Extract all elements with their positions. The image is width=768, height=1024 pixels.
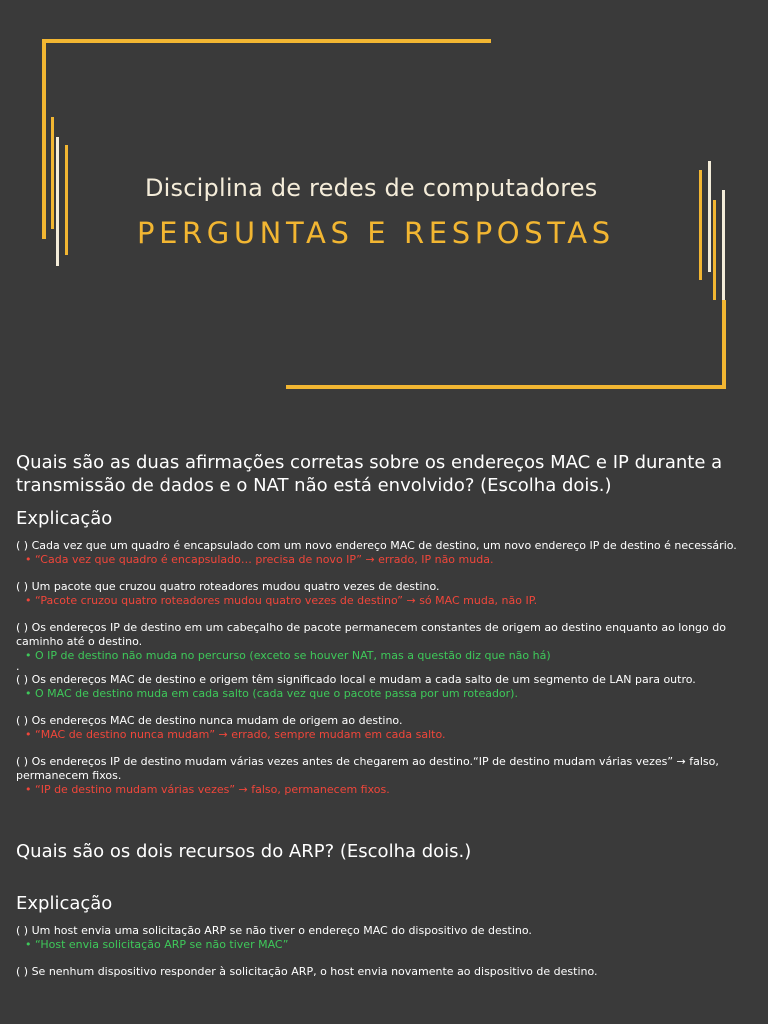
frame-right-accent-3 bbox=[713, 200, 716, 300]
separator-dot: . bbox=[16, 660, 20, 673]
frame-right-accent-2 bbox=[708, 161, 711, 272]
list-item: ( ) Os endereços IP de destino mudam várias vezes antes de chegarem ao destino.“IP de destino mudam várias vezes” → falso, permanecem fixos. bbox=[16, 755, 719, 782]
content bbox=[16, 451, 756, 979]
item-note: • O IP de destino não muda no percurso (exceto se houver NAT, mas a questão diz que não há) bbox=[25, 649, 551, 662]
frame-top-line bbox=[43, 39, 491, 43]
frame-right-accent-4 bbox=[722, 190, 725, 305]
explanation-heading-2: Explicação bbox=[16, 893, 113, 914]
header-subtitle: Disciplina de redes de computadores bbox=[145, 174, 598, 202]
list-item: ( ) Um pacote que cruzou quatro roteadores mudou quatro vezes de destino. bbox=[16, 580, 440, 593]
frame-right-line bbox=[722, 300, 726, 389]
frame-left-accent-3 bbox=[65, 145, 68, 255]
frame-left-line bbox=[42, 39, 46, 239]
explanation-heading-1: Explicação bbox=[16, 508, 113, 529]
question-2: Quais são os dois recursos do ARP? (Escolha dois.) bbox=[16, 841, 472, 862]
frame-left-accent-1 bbox=[51, 117, 54, 229]
list-item: ( ) Os endereços MAC de destino e origem têm significado local e mudam a cada salto de um segmento de LAN para outro. bbox=[16, 673, 696, 686]
item-note: • O MAC de destino muda em cada salto (cada vez que o pacote passa por um roteador). bbox=[25, 687, 518, 700]
question-1: Quais são as duas afirmações corretas sobre os endereços MAC e IP durante a transmissão de dados e o NAT não está envolvido? (Escolha dois.) bbox=[16, 452, 723, 496]
list-item: ( ) Se nenhum dispositivo responder à solicitação ARP, o host envia novamente ao dispositivo de destino. bbox=[16, 965, 598, 978]
list-item: ( ) Os endereços IP de destino em um cabeçalho de pacote permanecem constantes de origem ao destino enquanto ao longo do caminho até o destino. bbox=[16, 621, 726, 648]
frame-bottom-line bbox=[286, 385, 726, 389]
item-note: • “IP de destino mudam várias vezes” → falso, permanecem fixos. bbox=[25, 783, 390, 796]
item-note: • “MAC de destino nunca mudam” → errado, sempre mudam em cada salto. bbox=[25, 728, 446, 741]
explanation-list-1 bbox=[16, 539, 756, 797]
frame-left-accent-2 bbox=[56, 137, 59, 266]
item-note: • “Cada vez que quadro é encapsulado… precisa de novo IP” → errado, IP não muda. bbox=[25, 553, 494, 566]
explanation-list-2 bbox=[16, 924, 756, 979]
item-note: • “Pacote cruzou quatro roteadores mudou quatro vezes de destino” → só MAC muda, não IP. bbox=[25, 594, 538, 607]
frame-right-accent-1 bbox=[699, 170, 702, 280]
header-title: PERGUNTAS E RESPOSTAS bbox=[137, 216, 615, 250]
item-note: • “Host envia solicitação ARP se não tiver MAC” bbox=[25, 938, 289, 951]
list-item: ( ) Cada vez que um quadro é encapsulado com um novo endereço MAC de destino, um novo endereço IP de destino é necessário. bbox=[16, 539, 737, 552]
list-item: ( ) Um host envia uma solicitação ARP se não tiver o endereço MAC do dispositivo de destino. bbox=[16, 924, 532, 937]
list-item: ( ) Os endereços MAC de destino nunca mudam de origem ao destino. bbox=[16, 714, 403, 727]
